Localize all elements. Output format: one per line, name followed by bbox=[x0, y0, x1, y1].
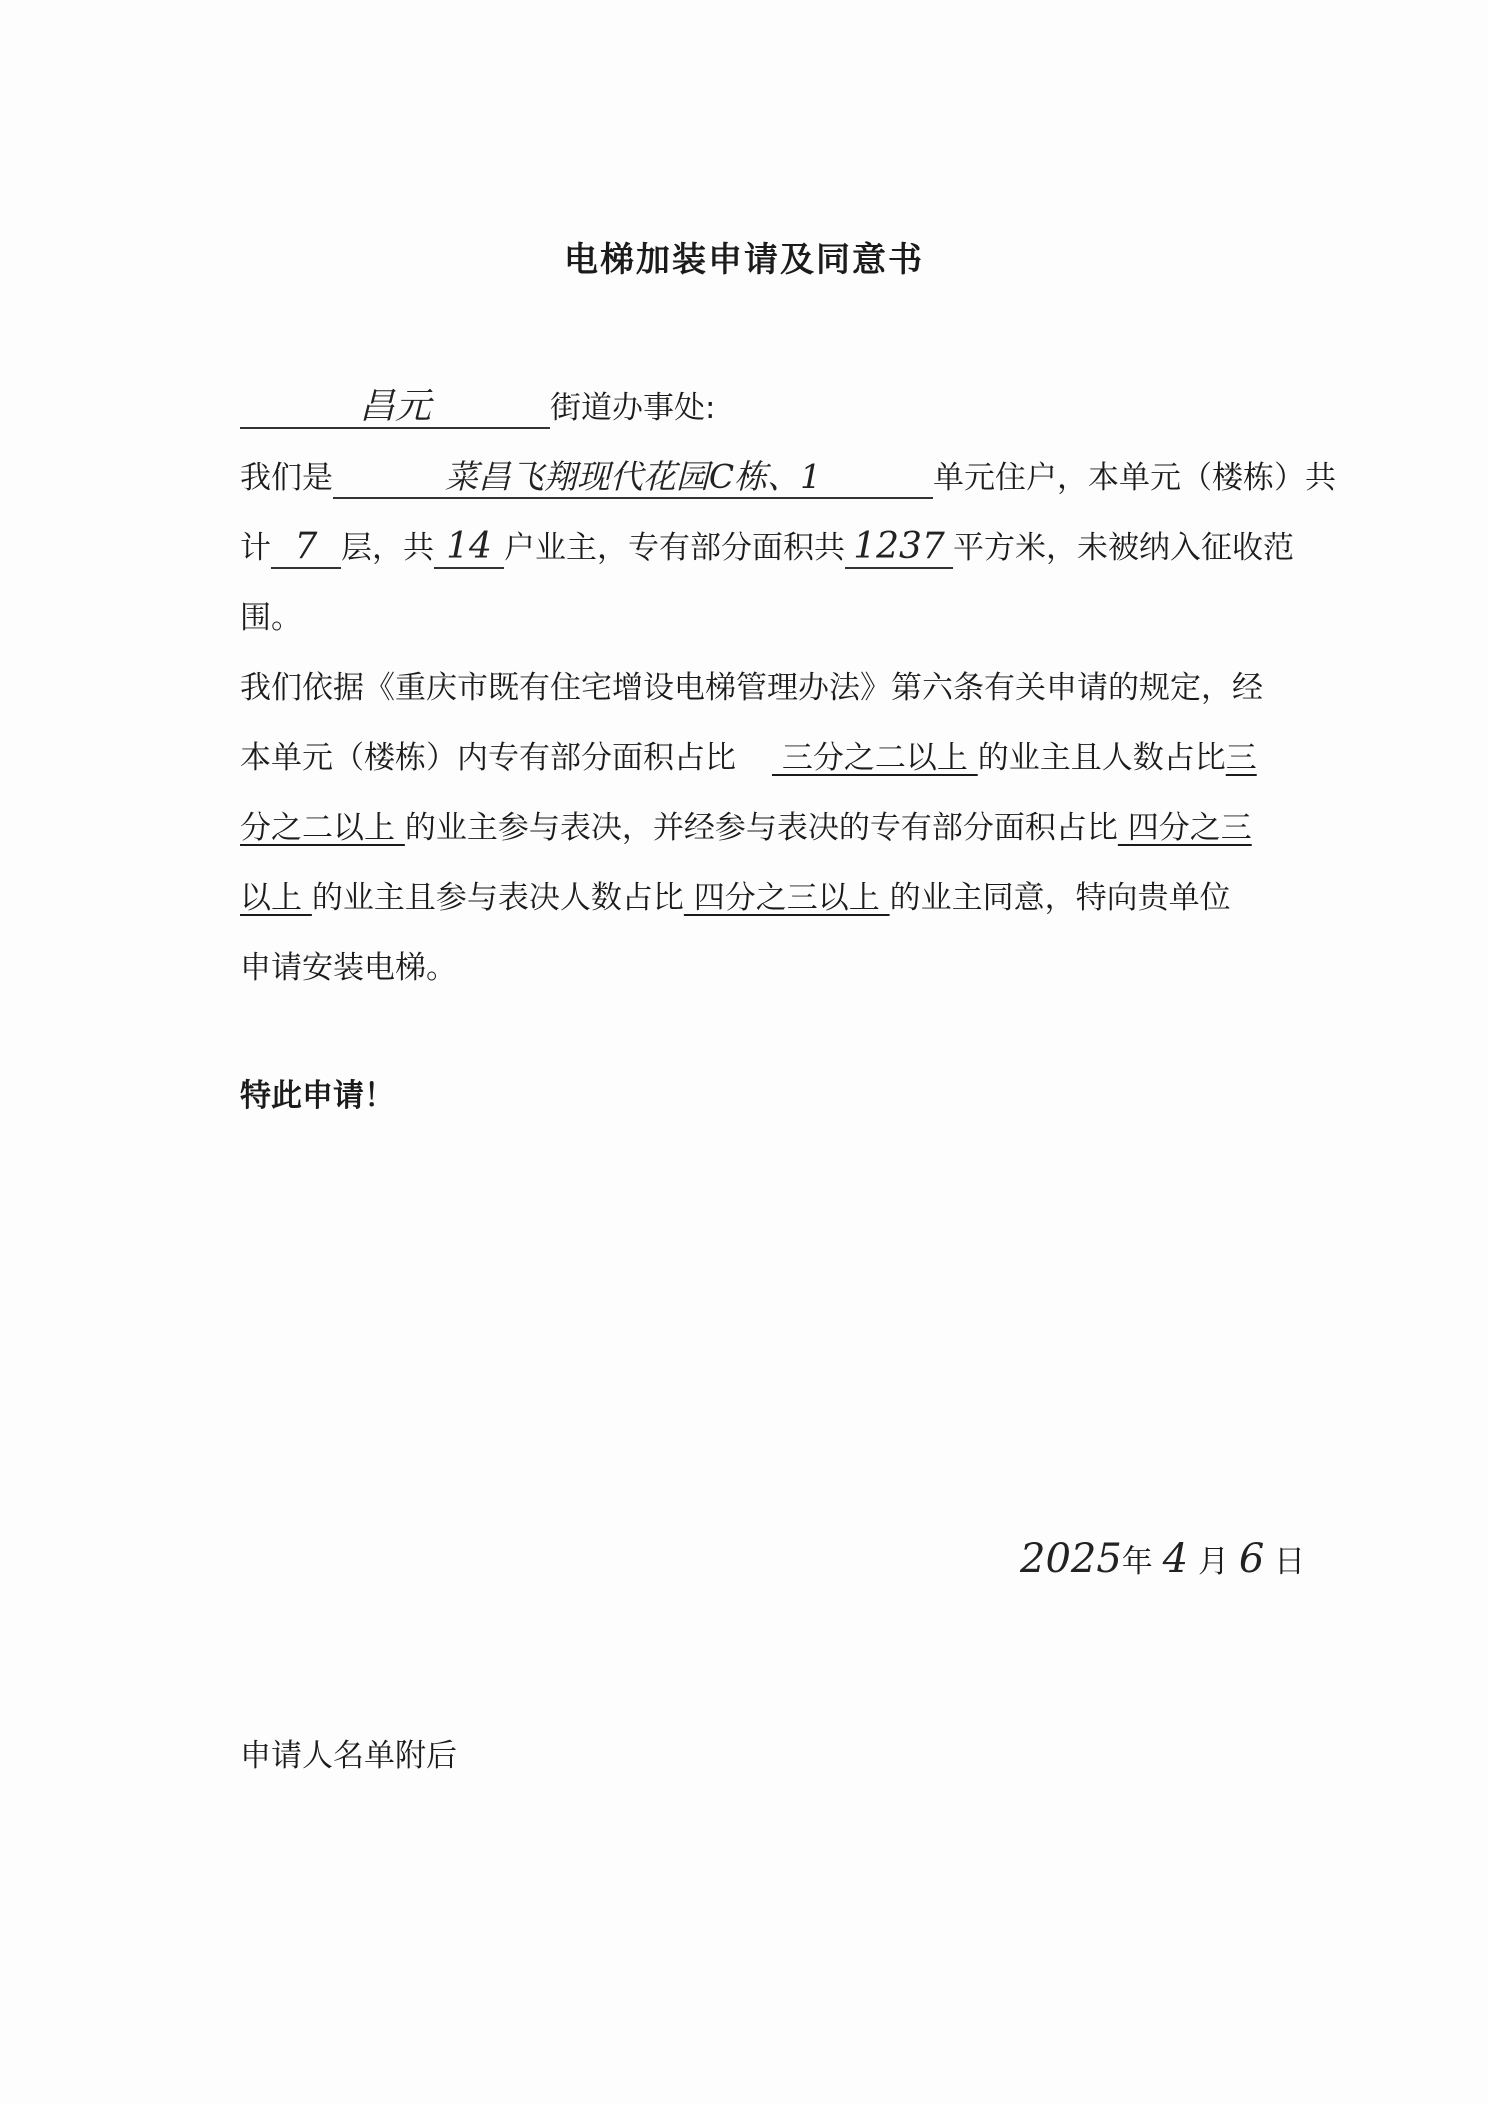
basis-line-4 bbox=[240, 878, 1425, 918]
addressee-blank bbox=[240, 388, 550, 429]
floors-blank bbox=[271, 528, 341, 569]
intro-line-2 bbox=[240, 528, 1425, 569]
intro-after-building: 单元住户，本单元（楼栋）共 bbox=[933, 460, 1336, 496]
basis-line-5: 申请安装电梯。 bbox=[240, 950, 457, 986]
handwritten-building: 菜昌飞翔现代花园C栋、1 bbox=[444, 457, 822, 496]
handwritten-floors: 7 bbox=[294, 526, 318, 567]
month-label: 月 bbox=[1197, 1544, 1229, 1580]
basis-line-2 bbox=[240, 738, 1425, 778]
application-date bbox=[1020, 1536, 1305, 1582]
intro-after-area: 平方米，未被纳入征收范 bbox=[953, 530, 1294, 566]
underlined-headcount-ratio-start: 三 bbox=[1225, 740, 1257, 776]
basis-text: 的业主参与表决，并经参与表决的专有部分面积占比 bbox=[404, 810, 1118, 846]
intro-wrap-end: 围。 bbox=[240, 600, 302, 636]
handwritten-year: 2025 bbox=[1020, 1536, 1122, 1582]
intro-line-3 bbox=[240, 598, 1425, 638]
handwritten-subdistrict: 昌元 bbox=[358, 386, 431, 427]
day-label: 日 bbox=[1274, 1544, 1306, 1580]
handwritten-area: 1237 bbox=[853, 526, 945, 567]
building-blank bbox=[333, 458, 933, 499]
attachment-note: 申请人名单附后 bbox=[240, 1738, 457, 1774]
closing-statement: 特此申请！ bbox=[240, 1078, 395, 1114]
handwritten-day: 6 bbox=[1238, 1536, 1265, 1582]
households-blank bbox=[434, 528, 504, 569]
intro-ji: 计 bbox=[240, 530, 271, 566]
underlined-headcount-ratio-end: 分之二以上 bbox=[240, 810, 405, 846]
intro-after-households: 户业主，专有部分面积共 bbox=[504, 530, 845, 566]
document-title: 电梯加装申请及同意书 bbox=[564, 240, 924, 280]
intro-after-floors: 层，共 bbox=[341, 530, 434, 566]
basis-line-1: 我们依据《重庆市既有住宅增设电梯管理办法》第六条有关申请的规定，经 bbox=[240, 670, 1263, 706]
basis-line-3 bbox=[240, 808, 1425, 848]
handwritten-month: 4 bbox=[1162, 1536, 1189, 1582]
basis-text: 本单元（楼栋）内专有部分面积占比 bbox=[240, 740, 736, 776]
basis-text: 的业主同意，特向贵单位 bbox=[889, 880, 1231, 916]
year-label: 年 bbox=[1121, 1544, 1153, 1580]
intro-line-1 bbox=[240, 458, 1425, 499]
basis-text: 的业主且参与表决人数占比 bbox=[311, 880, 684, 916]
addressee-line bbox=[240, 388, 1425, 429]
intro-prefix: 我们是 bbox=[240, 460, 333, 496]
underlined-area-ratio: 三分之二以上 bbox=[772, 740, 978, 776]
handwritten-households: 14 bbox=[446, 526, 492, 567]
basis-text: 的业主且人数占比 bbox=[977, 740, 1226, 776]
underlined-vote-area-ratio-start: 四分之三 bbox=[1117, 810, 1252, 846]
underlined-vote-headcount-ratio: 四分之三以上 bbox=[683, 880, 890, 916]
area-blank bbox=[845, 528, 953, 569]
underlined-vote-area-ratio-end: 以上 bbox=[240, 880, 312, 916]
addressee-suffix: 街道办事处: bbox=[550, 390, 716, 426]
